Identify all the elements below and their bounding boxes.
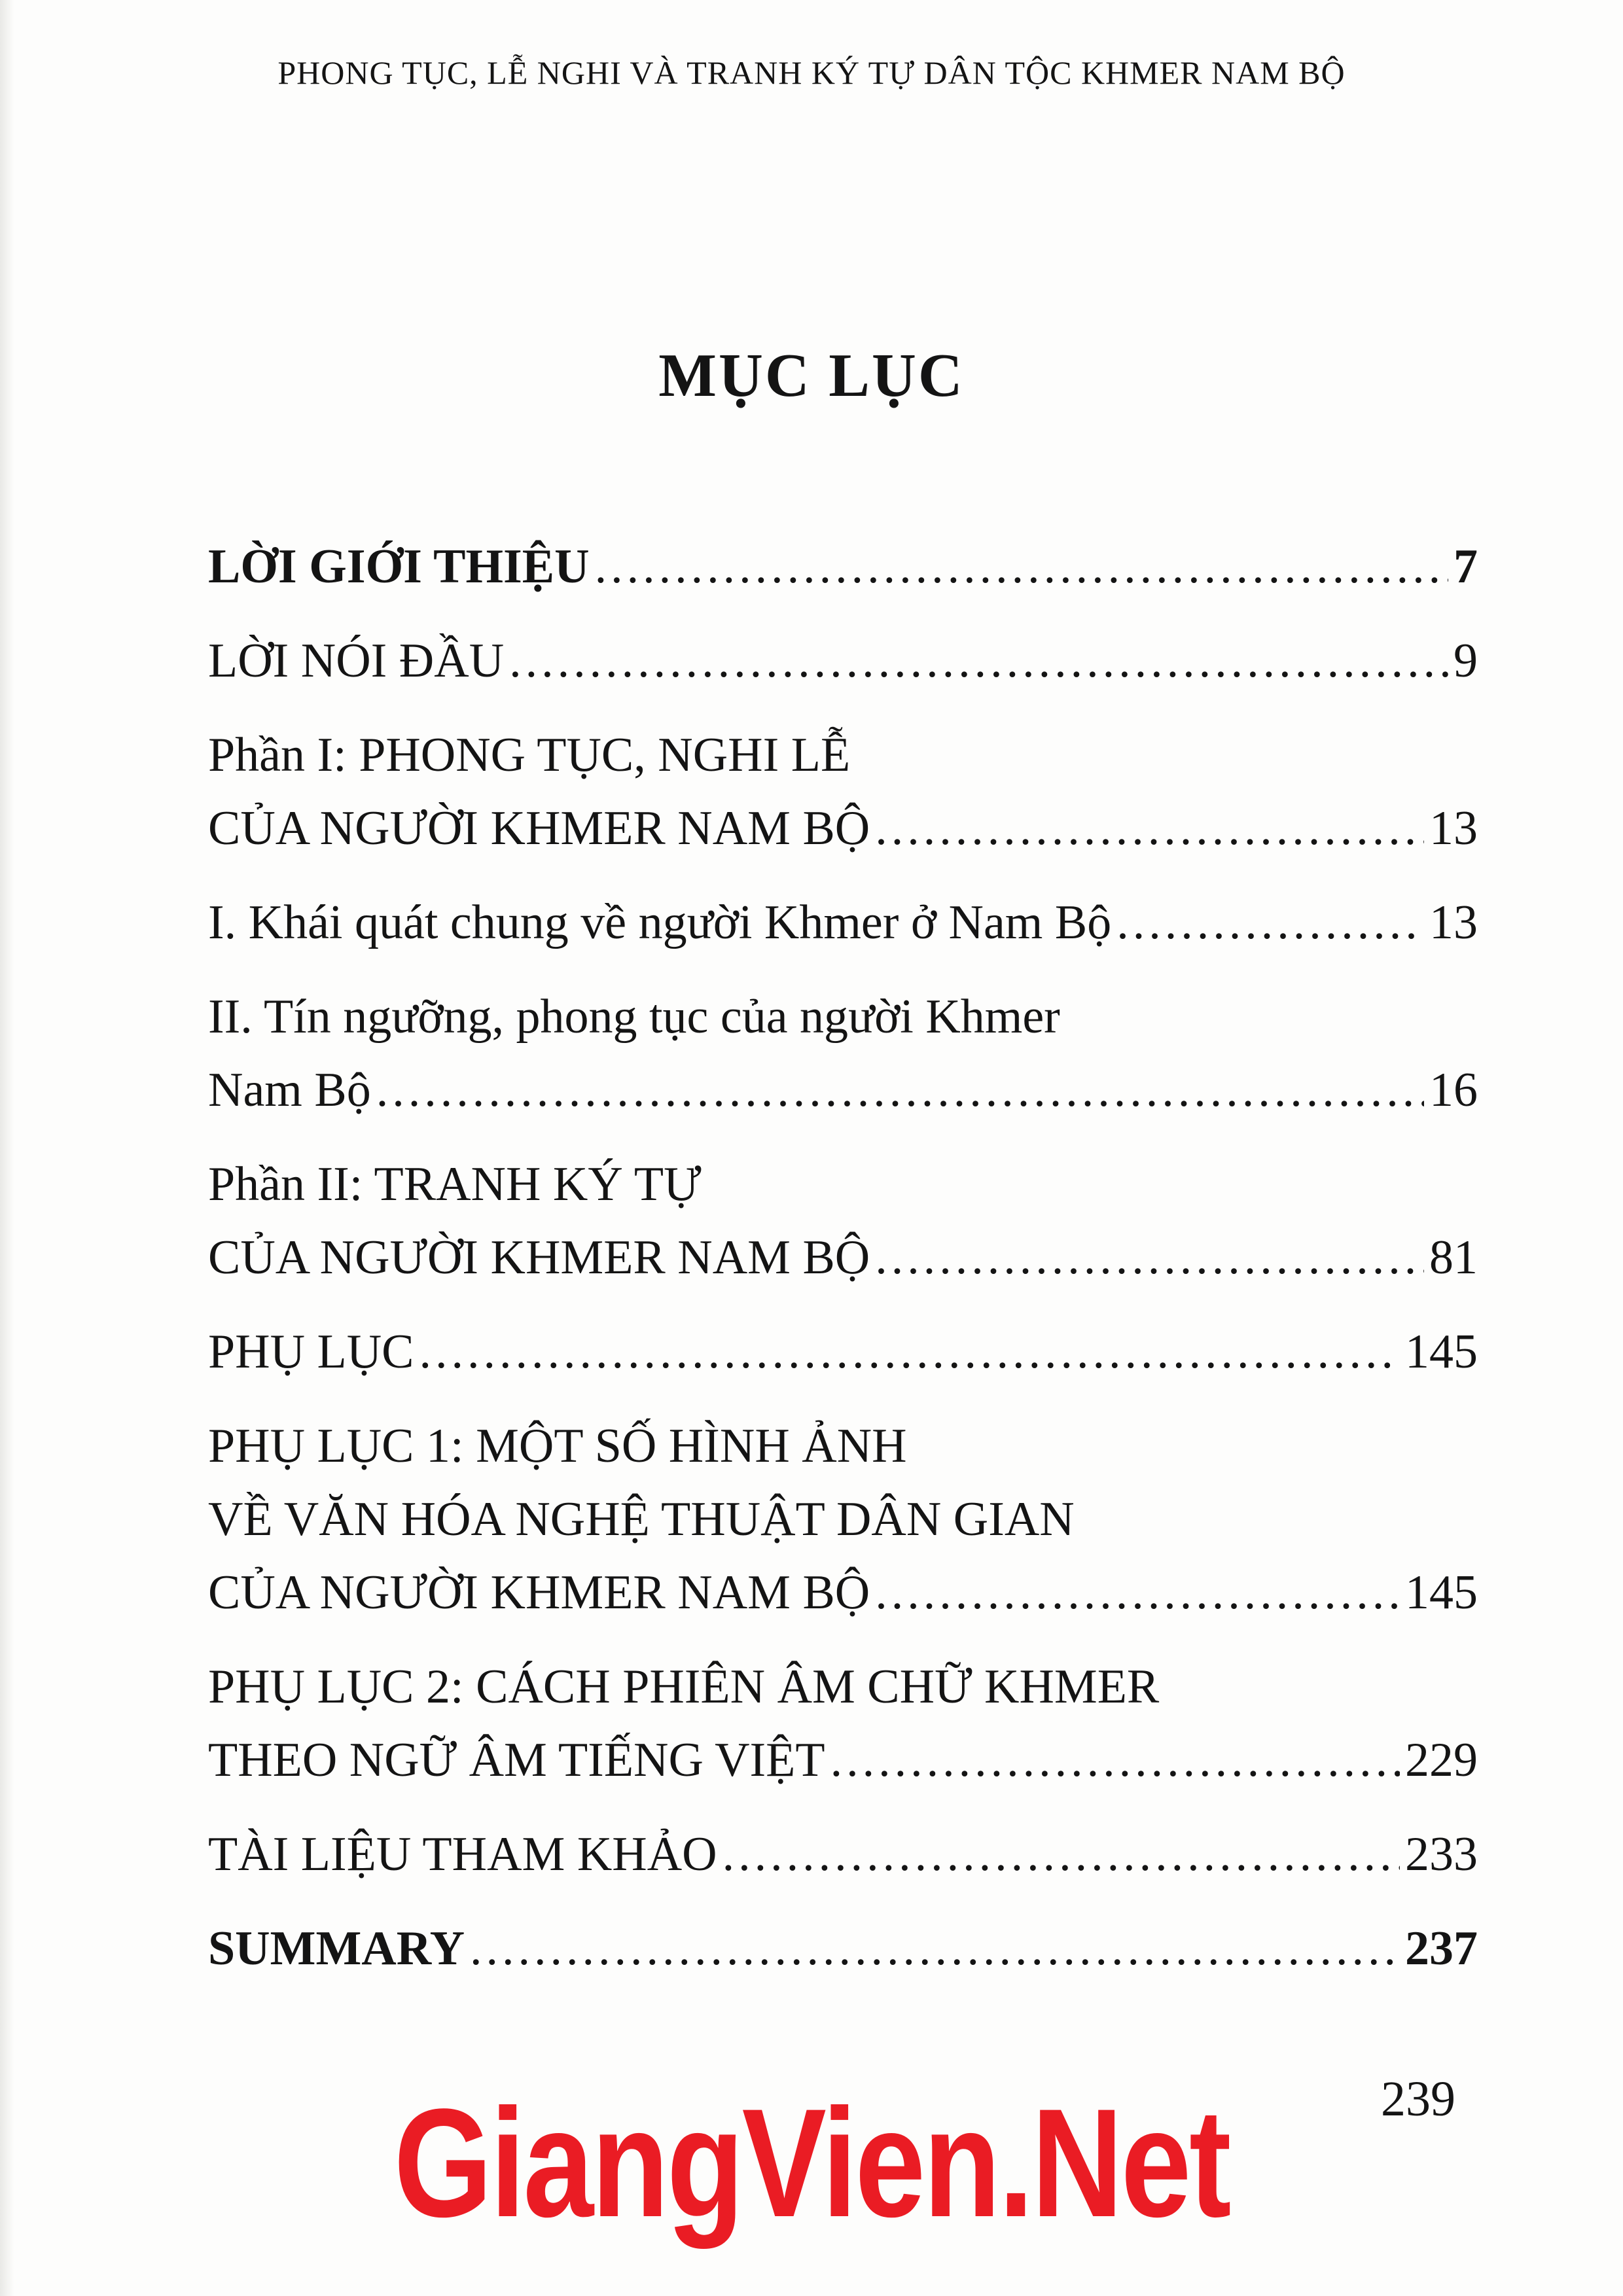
toc-entry-title-line: II. Tín ngưỡng, phong tục của người Khmer [208,990,1060,1044]
toc-entry-row [208,624,1478,698]
toc-entry-title: PHỤ LỤC [208,1325,414,1379]
dot-leader [376,1053,1424,1127]
toc-entry-page: 9 [1454,634,1478,688]
toc-entry-row [208,1818,1478,1891]
running-header: PHONG TỤC, LỄ NGHI VÀ TRANH KÝ TỰ DÂN TỘC KHMER NAM BỘ [277,54,1346,91]
dot-leader [875,792,1424,865]
toc-entry-title-line: VỀ VĂN HÓA NGHỆ THUẬT DÂN GIAN [208,1492,1075,1546]
dot-leader [830,1723,1400,1797]
dot-leader [419,1315,1400,1388]
page-number: 239 [1381,2072,1455,2127]
dot-leader [509,624,1448,698]
toc-title: MỤC LỤC [658,342,965,410]
dot-leader [1116,886,1424,959]
toc-entry-title: CỦA NGƯỜI KHMER NAM BỘ [208,802,870,855]
toc-entry-page: 233 [1405,1828,1478,1881]
toc-entry-row [208,530,1478,603]
toc-entry-title-line: PHỤ LỤC 2: CÁCH PHIÊN ÂM CHỮ KHMER [208,1660,1160,1714]
toc-entry [208,624,1478,698]
toc-entry-title: THEO NGỮ ÂM TIẾNG VIỆT [208,1733,825,1787]
toc-entry-row [208,886,1478,959]
toc-entry-page: 145 [1405,1566,1478,1619]
toc-entry-page: 237 [1405,1922,1478,1975]
toc-entry-title-line: Phần I: PHONG TỤC, NGHI LỄ [208,728,851,782]
toc-entry-row [208,1723,1478,1797]
toc-entry [208,1409,1478,1629]
dot-leader [470,1912,1400,1985]
toc-entry-row [208,1315,1478,1388]
toc-entry-title: LỜI GIỚI THIỆU [208,540,590,593]
toc-entry [208,530,1478,603]
toc-entry-page: 229 [1405,1733,1478,1787]
toc-entry-page: 145 [1405,1325,1478,1379]
toc-entry [208,886,1478,959]
dot-leader [722,1818,1400,1891]
toc-entry-page: 7 [1454,540,1478,593]
watermark-logo: GiangVien.Net [393,2077,1230,2250]
toc-entry-title: CỦA NGƯỜI KHMER NAM BỘ [208,1231,870,1284]
toc-entry-page: 81 [1429,1231,1478,1284]
toc-entry-row [208,1221,1478,1294]
toc-entry-title: I. Khái quát chung về người Khmer ở Nam Bộ [208,896,1112,949]
toc-entry [208,1315,1478,1388]
toc-entry-title: CỦA NGƯỜI KHMER NAM BỘ [208,1566,870,1619]
toc-entry [208,1818,1478,1891]
toc-entry-title: TÀI LIỆU THAM KHẢO [208,1828,717,1881]
toc-entry [208,718,1478,865]
toc-entry-title: SUMMARY [208,1922,465,1975]
toc-entry-page: 13 [1429,802,1478,855]
toc-entry [208,1650,1478,1797]
toc-entry-title-line: PHỤ LỤC 1: MỘT SỐ HÌNH ẢNH [208,1419,907,1473]
toc-entry-row [208,792,1478,865]
toc-entry [208,1912,1478,1985]
toc-entry [208,1148,1478,1294]
toc-entry-title: LỜI NÓI ĐẦU [208,634,505,688]
toc-entry-row [208,1556,1478,1629]
toc-entry-title: Nam Bộ [208,1063,371,1117]
dot-leader [875,1221,1424,1294]
toc-entry-row [208,1912,1478,1985]
toc-entry-page: 16 [1429,1063,1478,1117]
toc-entry-row [208,1053,1478,1127]
toc-entry [208,980,1478,1127]
toc-entry-page: 13 [1429,896,1478,949]
dot-leader [595,530,1448,603]
toc-entry-title-line: Phần II: TRANH KÝ TỰ [208,1157,702,1211]
table-of-contents [208,530,1478,1985]
dot-leader [875,1556,1400,1629]
